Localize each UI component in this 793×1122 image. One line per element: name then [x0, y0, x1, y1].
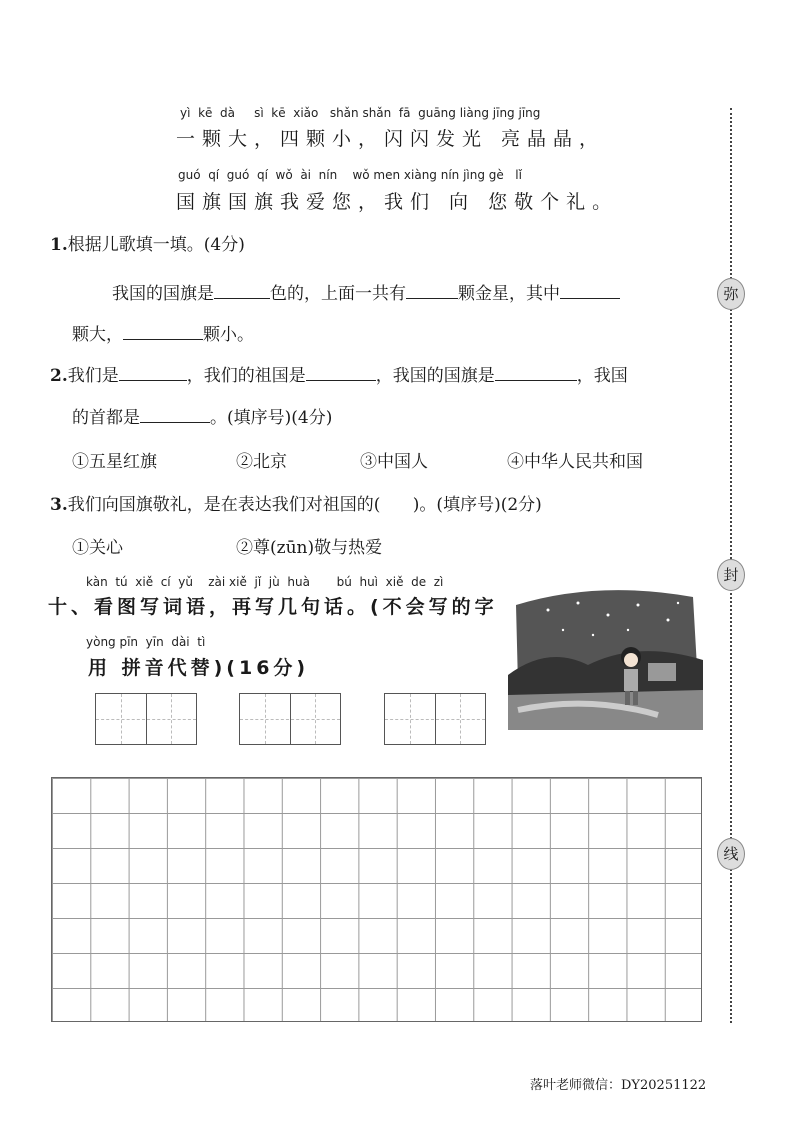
footer-contact: 落叶老师微信：DY20251122 [530, 1078, 707, 1093]
seal-feng: 封 [717, 559, 745, 591]
q1-text: 我国的国旗是 [112, 284, 214, 304]
q2-option-4: ④中华人民共和国 [507, 452, 643, 472]
q2-option-3: ③中国人 [360, 452, 428, 472]
q3-option-1: ①关心 [72, 538, 123, 558]
q2-option-2: ②北京 [236, 452, 287, 472]
word-box-3[interactable] [384, 693, 486, 745]
q1-text: 颗大， [72, 325, 123, 345]
word-box-1[interactable] [95, 693, 197, 745]
q2-text: 的首都是 [72, 408, 140, 428]
seal-mi: 弥 [717, 278, 745, 310]
answer-blank[interactable] [306, 364, 376, 381]
night-sky-girl-illustration [508, 585, 703, 730]
q2-text: 。(填序号)(4分) [210, 408, 333, 428]
writing-grid[interactable] [51, 777, 702, 1022]
q2-text: 我们是 [67, 366, 119, 386]
word-box-2[interactable] [239, 693, 341, 745]
q2-text: ，我国 [576, 366, 628, 386]
answer-blank[interactable] [560, 282, 620, 299]
q1-line1 [112, 279, 620, 304]
section10-pinyin1: kàn tú xiě cí yǔ zài xiě jǐ jù huà bú huì xiě de zì [86, 575, 444, 589]
q3-text: 我们向国旗敬礼，是在表达我们对祖国的( )。(填序号)(2分) [67, 495, 542, 515]
q2-line2 [72, 403, 332, 428]
answer-blank[interactable] [495, 364, 577, 381]
section10-pinyin2: yòng pīn yīn dài tì [86, 635, 206, 649]
q1-text: 颗小。 [203, 325, 254, 345]
seal-xian: 线 [717, 838, 745, 870]
q1-line2 [72, 320, 254, 345]
answer-blank[interactable] [140, 406, 210, 423]
q2-text: ，我们的祖国是 [186, 366, 306, 386]
q2-option-1: ①五星红旗 [72, 452, 157, 472]
poem-line2-pinyin: guó qí guó qí wǒ ài nín wǒ men xiàng nín jìng gè lǐ [178, 168, 522, 182]
poem-line1-pinyin: yì kē dà sì kē xiǎo shǎn shǎn fā guāng liàng jīng jīng [180, 106, 541, 120]
q3-option-2: ②尊(zūn)敬与热爱 [236, 538, 383, 558]
q1-text: 色的，上面一共有 [270, 284, 406, 304]
q2-line1 [50, 361, 628, 386]
q3-number: 3. [50, 495, 68, 515]
answer-blank[interactable] [123, 323, 203, 340]
q3-line [50, 490, 542, 515]
q1-title: 根据儿歌填一填。(4分) [67, 235, 245, 255]
answer-blank[interactable] [119, 364, 187, 381]
q2-text: ，我国的国旗是 [375, 366, 495, 386]
q2-number: 2. [50, 366, 68, 386]
q1-number: 1. [50, 235, 68, 255]
section10-title: 十、看图写词语，再写几句话。(不会写的字 [48, 596, 498, 618]
answer-blank[interactable] [214, 282, 270, 299]
poem-line2: 国旗国旗我爱您，我们 向 您敬个礼。 [176, 191, 619, 213]
poem-line1: 一颗大，四颗小，闪闪发光 亮晶晶， [176, 128, 606, 150]
q1-heading [50, 230, 245, 255]
answer-blank[interactable] [406, 282, 458, 299]
q1-text: 颗金星，其中 [458, 284, 560, 304]
section10-title2: 用 拼音代替)(16分) [88, 657, 310, 679]
